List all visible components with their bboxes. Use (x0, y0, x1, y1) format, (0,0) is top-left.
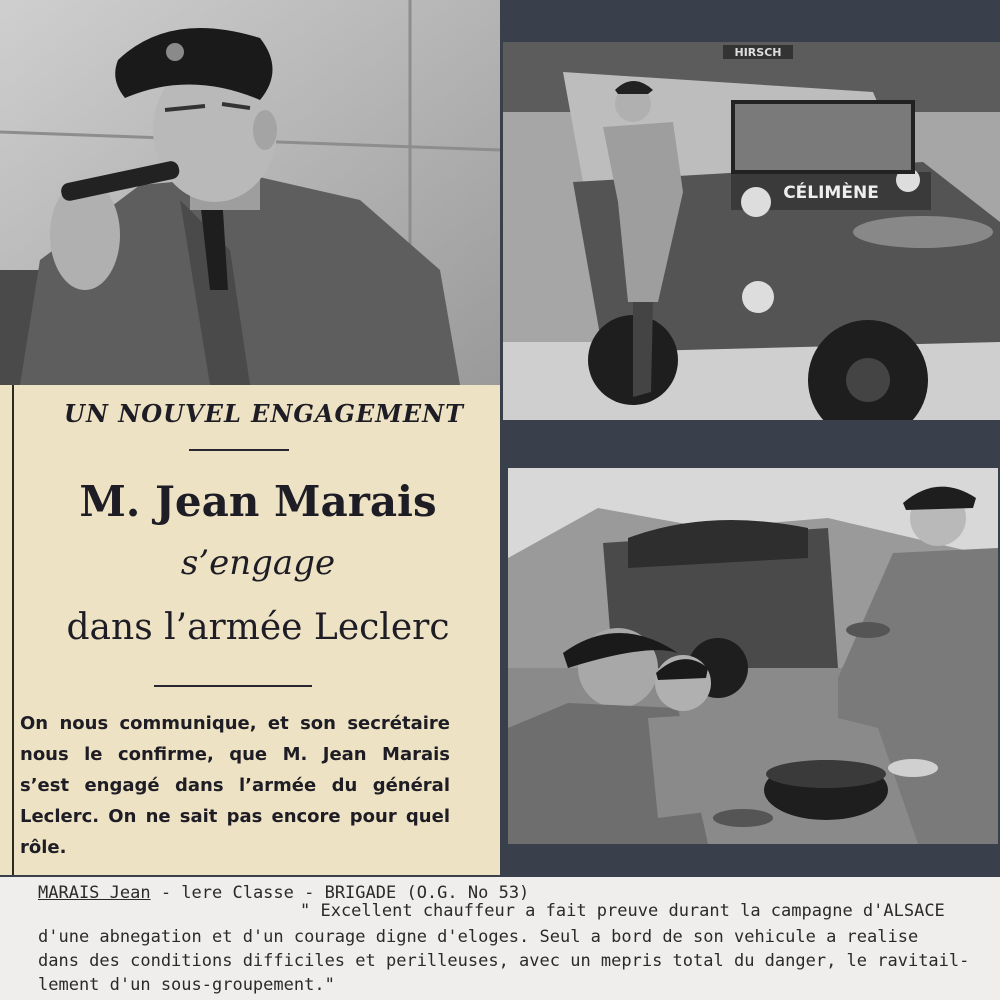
newspaper-clipping (0, 385, 500, 875)
shop-sign: HIRSCH (734, 46, 782, 59)
clipping-kicker: UN NOUVEL ENGAGEMENT (64, 399, 464, 428)
clipping-headline-name: M. Jean Marais (79, 477, 437, 526)
jeep-image (503, 42, 1000, 420)
clipping-column (12, 385, 500, 875)
jeep-photo (503, 42, 1000, 420)
citation-header (38, 883, 529, 903)
vehicle-name: CÉLIMÈNE (783, 183, 879, 203)
military-citation (0, 877, 1000, 1000)
clipping-rule-top (189, 449, 289, 451)
portrait-photo (0, 0, 500, 385)
portrait-image (0, 0, 500, 385)
meal-image (508, 468, 998, 844)
citation-line-2: d'une abnegation et d'un courage digne d'eloges. Seul a bord de son vehicule a realise (38, 927, 919, 947)
citation-name: MARAIS Jean (38, 883, 151, 903)
clipping-headline-line3: dans l’armée Leclerc (66, 607, 450, 648)
clipping-body: On nous communique, et son secrétaire nous le confirme, que M. Jean Marais s’est engagé dans l’armée du général Leclerc. On ne sait pas encore pour quel rôle. (20, 713, 450, 858)
meal-photo (508, 468, 998, 844)
citation-line-1: " Excellent chauffeur a fait preuve durant la campagne d'ALSACE (300, 901, 945, 921)
citation-line-4: lement d'un sous-groupement." (38, 975, 335, 995)
clipping-rule-bottom (154, 685, 312, 687)
clipping-headline-line2: s’engage (180, 543, 336, 583)
citation-header-rest: - lere Classe - BRIGADE (O.G. No 53) (150, 883, 530, 903)
citation-line-3: dans des conditions difficiles et perilleuses, avec un mepris total du danger, le ravitail- (38, 951, 970, 971)
